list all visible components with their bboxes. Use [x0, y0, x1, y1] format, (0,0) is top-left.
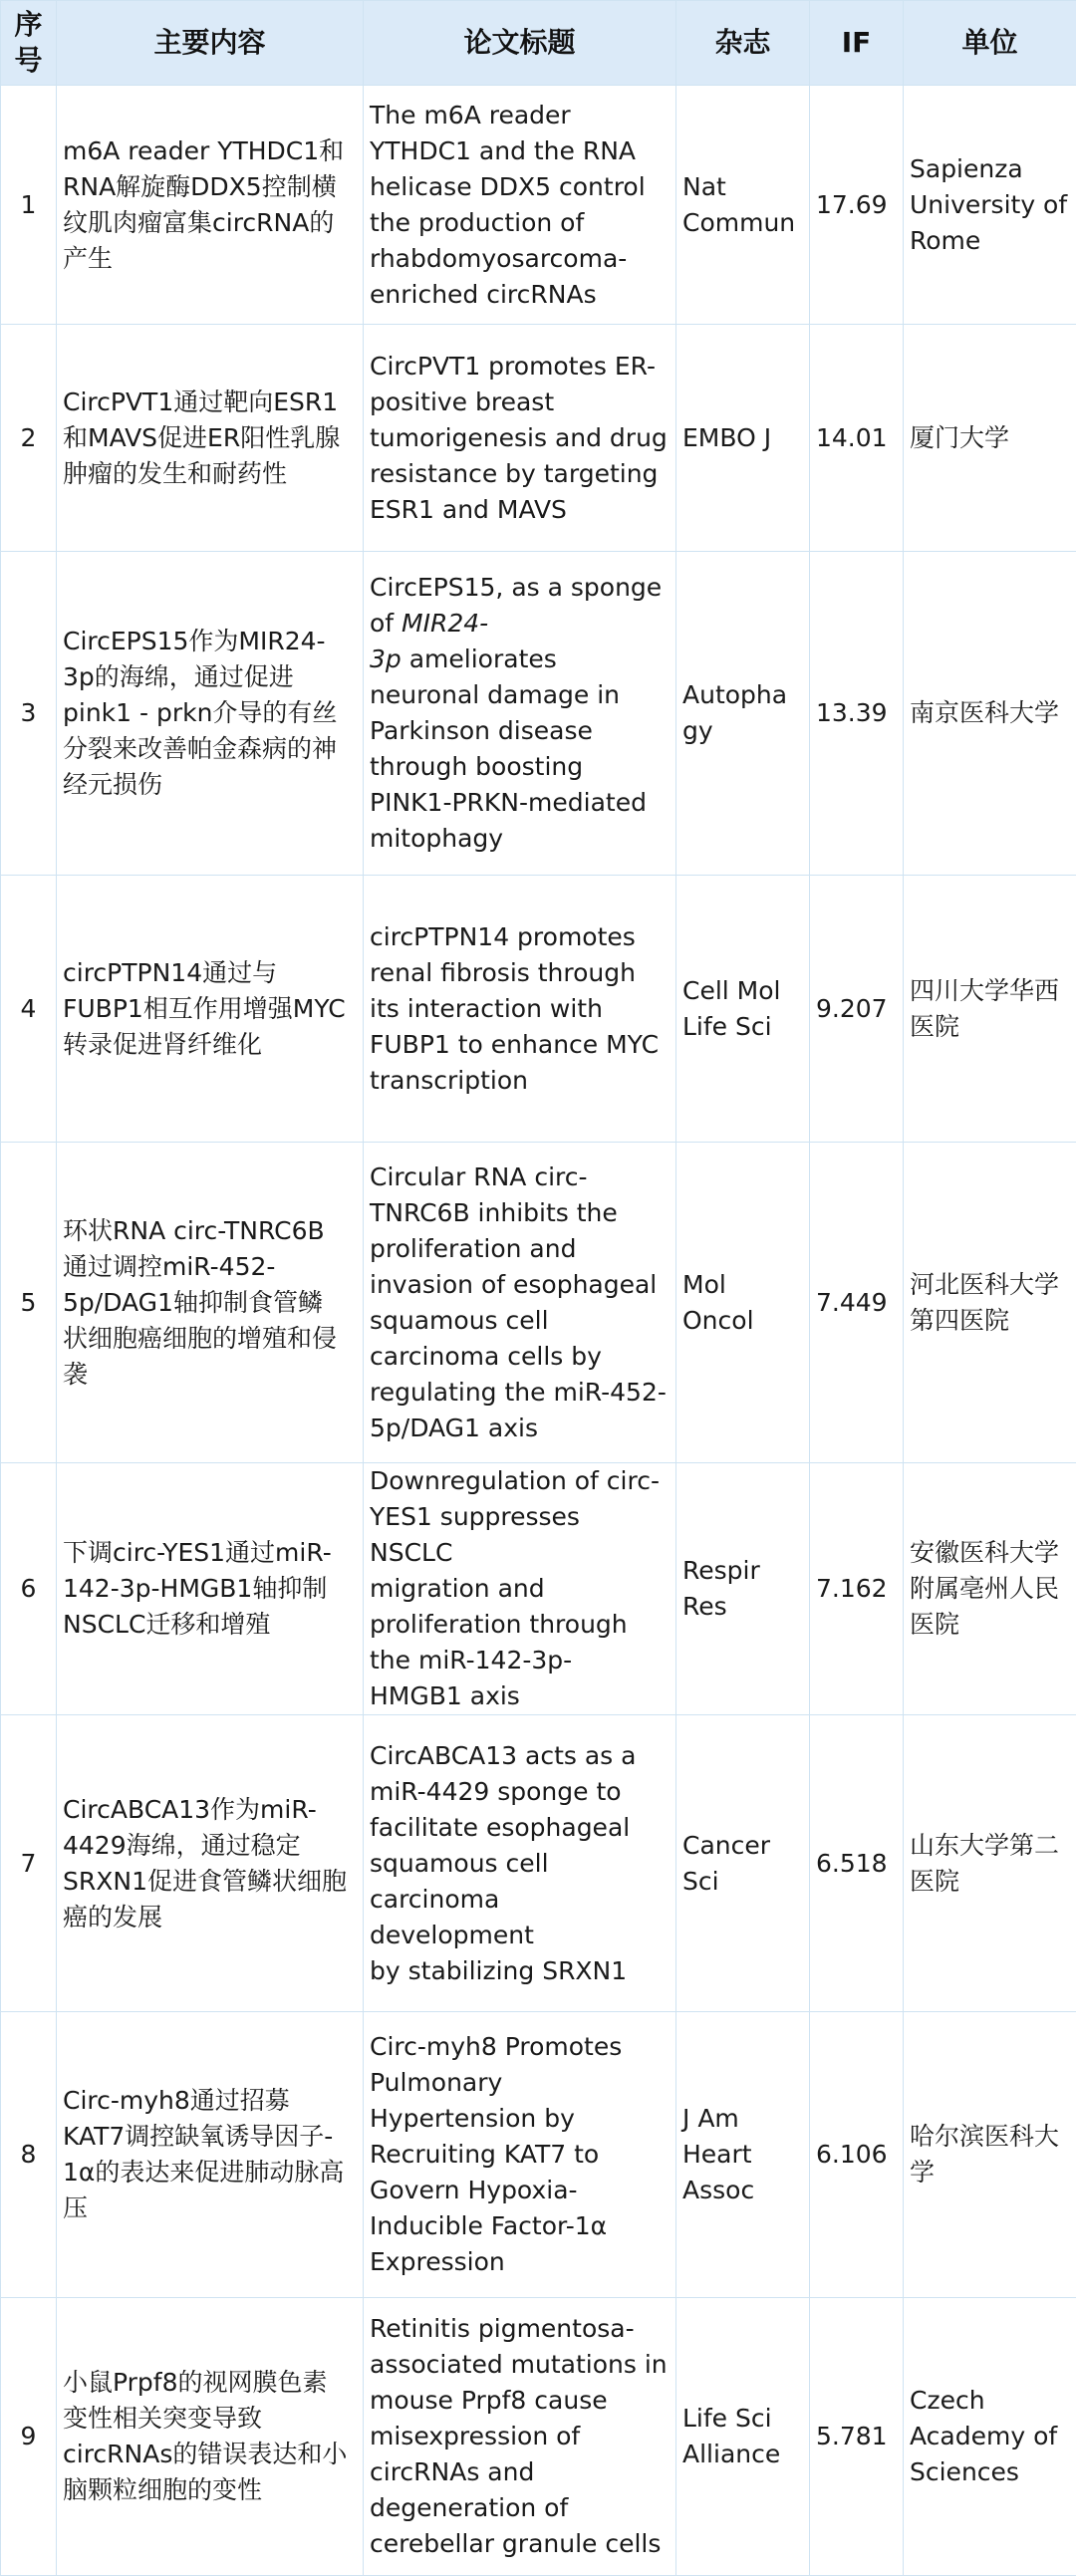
main-content-cell: CircABCA13作为miR- 4429海绵，通过稳定 SRXN1促进食管鳞状细胞 癌的发展 — [57, 1715, 364, 2012]
journal-cell: Cell Mol Life Sci — [676, 876, 810, 1143]
paper-title-cell: The m6A reader YTHDC1 and the RNA helicase DDX5 control the production of rhabdomyosarcoma- enriched circRNAs — [364, 86, 676, 325]
row-number: 1 — [1, 86, 57, 325]
impact-factor-cell: 5.781 — [810, 2298, 904, 2576]
table-row — [1, 2012, 1076, 2298]
institution-cell: 厦门大学 — [904, 325, 1076, 552]
institution-cell: 四川大学华西 医院 — [904, 876, 1076, 1143]
header-if: IF — [810, 1, 904, 86]
main-content-cell: 下调circ-YES1通过miR- 142-3p-HMGB1轴抑制 NSCLC迁移和增殖 — [57, 1463, 364, 1715]
paper-title-cell: circPTPN14 promotes renal fibrosis through its interaction with FUBP1 to enhance MYC transcription — [364, 876, 676, 1143]
header-unit: 单位 — [904, 1, 1076, 86]
institution-cell: 南京医科大学 — [904, 552, 1076, 876]
impact-factor-cell: 13.39 — [810, 552, 904, 876]
institution-cell: 哈尔滨医科大 学 — [904, 2012, 1076, 2298]
row-number: 3 — [1, 552, 57, 876]
table-row — [1, 876, 1076, 1143]
row-number: 9 — [1, 2298, 57, 2576]
table-row — [1, 1715, 1076, 2012]
main-content-cell: m6A reader YTHDC1和 RNA解旋酶DDX5控制横 纹肌肉瘤富集circRNA的 产生 — [57, 86, 364, 325]
institution-cell: 安徽医科大学 附属亳州人民 医院 — [904, 1463, 1076, 1715]
journal-cell: Life Sci Alliance — [676, 2298, 810, 2576]
row-number: 7 — [1, 1715, 57, 2012]
paper-title-cell: Circ-myh8 Promotes Pulmonary Hypertension by Recruiting KAT7 to Govern Hypoxia- Inducible Factor-1α Expression — [364, 2012, 676, 2298]
row-number: 4 — [1, 876, 57, 1143]
main-content-cell: Circ-myh8通过招募 KAT7调控缺氧诱导因子- 1α的表达来促进肺动脉高 压 — [57, 2012, 364, 2298]
impact-factor-cell: 7.162 — [810, 1463, 904, 1715]
paper-title-cell: CircABCA13 acts as a miR-4429 sponge to facilitate esophageal squamous cell carcinoma development by stabilizing SRXN1 — [364, 1715, 676, 2012]
impact-factor-cell: 6.106 — [810, 2012, 904, 2298]
row-number: 5 — [1, 1143, 57, 1463]
institution-cell: 山东大学第二 医院 — [904, 1715, 1076, 2012]
institution-cell: 河北医科大学 第四医院 — [904, 1143, 1076, 1463]
paper-title-cell: Circular RNA circ- TNRC6B inhibits the proliferation and invasion of esophageal squamous cell carcinoma cells by regulating the miR-452- 5p/DAG1 axis — [364, 1143, 676, 1463]
header-title: 论文标题 — [364, 1, 676, 86]
table-row — [1, 2298, 1076, 2576]
journal-cell: Mol Oncol — [676, 1143, 810, 1463]
table-row — [1, 325, 1076, 552]
paper-title-cell: Downregulation of circ- YES1 suppresses NSCLC migration and proliferation through the miR-142-3p- HMGB1 axis — [364, 1463, 676, 1715]
main-content-cell: CircEPS15作为MIR24- 3p的海绵，通过促进 pink1 - prkn介导的有丝 分裂来改善帕金森病的神 经元损伤 — [57, 552, 364, 876]
table-row — [1, 86, 1076, 325]
impact-factor-cell: 6.518 — [810, 1715, 904, 2012]
journal-cell: Nat Commun — [676, 86, 810, 325]
impact-factor-cell: 14.01 — [810, 325, 904, 552]
journal-cell: EMBO J — [676, 325, 810, 552]
header-journal: 杂志 — [676, 1, 810, 86]
table-row — [1, 552, 1076, 876]
journal-cell: J Am Heart Assoc — [676, 2012, 810, 2298]
header-no: 序 号 — [1, 1, 57, 86]
impact-factor-cell: 7.449 — [810, 1143, 904, 1463]
row-number: 2 — [1, 325, 57, 552]
paper-title-cell — [364, 552, 676, 876]
journal-cell: Autopha gy — [676, 552, 810, 876]
main-content-cell: CircPVT1通过靶向ESR1 和MAVS促进ER阳性乳腺 肿瘤的发生和耐药性 — [57, 325, 364, 552]
main-content-cell: circPTPN14通过与 FUBP1相互作用增强MYC 转录促进肾纤维化 — [57, 876, 364, 1143]
main-content-cell: 环状RNA circ-TNRC6B 通过调控miR-452- 5p/DAG1轴抑制食管鳞 状细胞癌细胞的增殖和侵 袭 — [57, 1143, 364, 1463]
journal-cell: Respir Res — [676, 1463, 810, 1715]
header-content: 主要内容 — [57, 1, 364, 86]
institution-cell: Czech Academy of Sciences — [904, 2298, 1076, 2576]
main-content-cell: 小鼠Prpf8的视网膜色素 变性相关突变导致 circRNAs的错误表达和小 脑颗粒细胞的变性 — [57, 2298, 364, 2576]
row-number: 8 — [1, 2012, 57, 2298]
institution-cell: Sapienza University of Rome — [904, 86, 1076, 325]
impact-factor-cell: 9.207 — [810, 876, 904, 1143]
title-text-pre: CircEPS15, as a sponge of — [370, 573, 662, 638]
row-number: 6 — [1, 1463, 57, 1715]
table-header-row — [1, 1, 1076, 86]
table-row — [1, 1143, 1076, 1463]
paper-title-cell: Retinitis pigmentosa- associated mutations in mouse Prpf8 cause misexpression of circRNAs and degeneration of cerebellar granule cells — [364, 2298, 676, 2576]
title-text-italic: MIR24- 3p — [370, 609, 488, 673]
title-text-post: ameliorates neuronal damage in Parkinson disease through boosting PINK1-PRKN-mediated mitophagy — [370, 644, 647, 853]
journal-cell: Cancer Sci — [676, 1715, 810, 2012]
impact-factor-cell: 17.69 — [810, 86, 904, 325]
paper-title-cell: CircPVT1 promotes ER- positive breast tumorigenesis and drug resistance by targeting ESR1 and MAVS — [364, 325, 676, 552]
table-row — [1, 1463, 1076, 1715]
